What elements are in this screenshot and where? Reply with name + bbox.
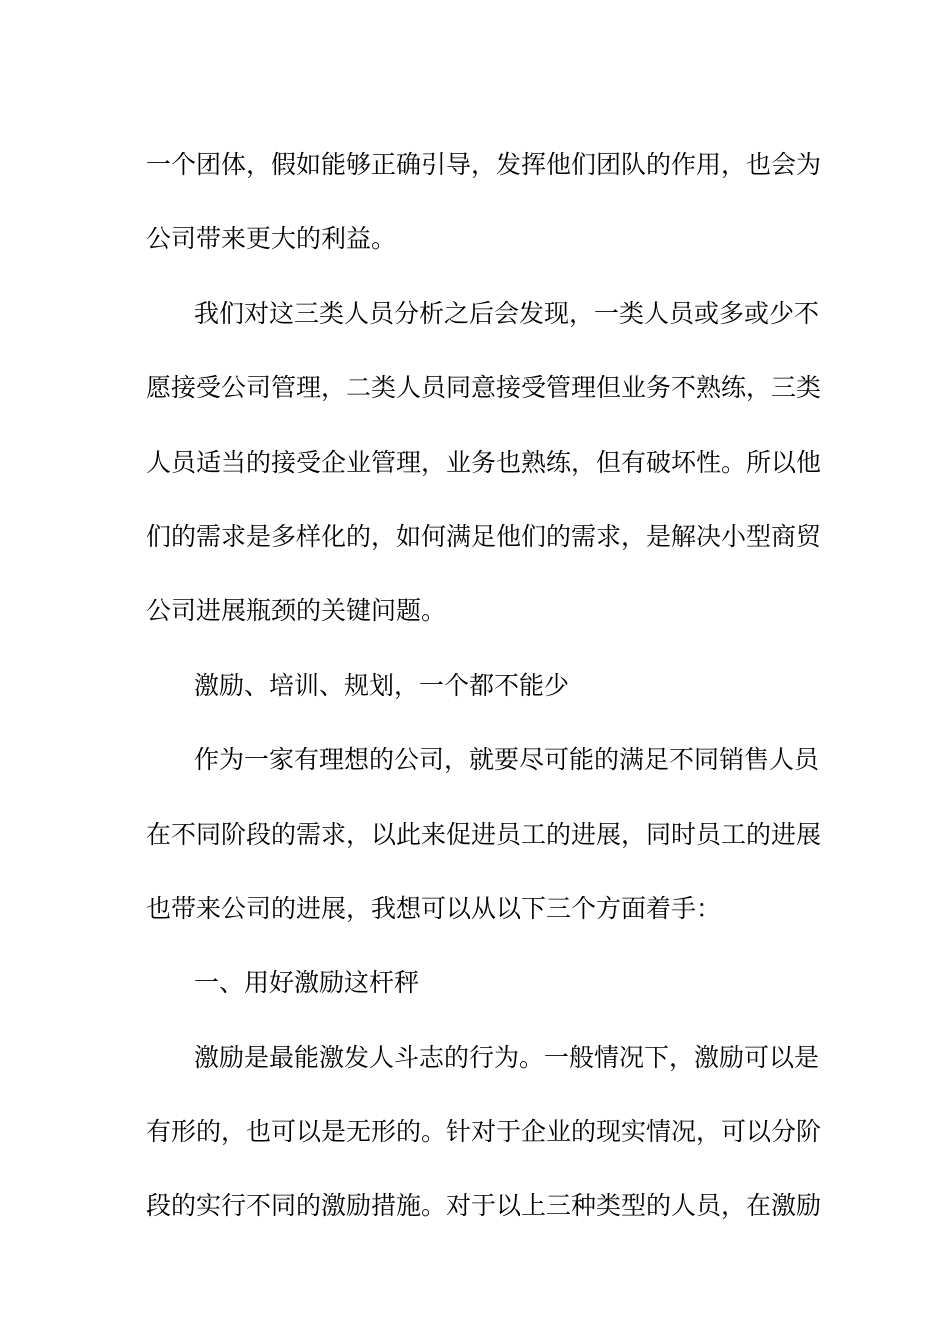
section-heading-incentive-training-planning: 激励、培训、规划，一个都不能少 [194, 670, 570, 700]
document-body [146, 128, 822, 1244]
text-line-1: 一个团体，假如能够正确引导，发挥他们团队的作用，也会为 [146, 150, 822, 179]
text-line-15: 段的实行不同的激励措施。对于以上三种类型的人员，在激励 [146, 1191, 822, 1221]
text-line-9: 作为一家有理想的公司，就要尽可能的满足不同销售人员 [194, 745, 820, 775]
text-line-2: 公司带来更大的利益。 [146, 224, 397, 254]
text-line-11: 也带来公司的进展，我想可以从以下三个方面着手： [146, 893, 722, 923]
text-line-7: 公司进展瓶颈的关键问题。 [146, 596, 447, 626]
text-line-13: 激励是最能激发人斗志的行为。一般情况下，激励可以是 [194, 1042, 820, 1072]
text-line-6: 们的需求是多样化的，如何满足他们的需求，是解决小型商贸 [146, 521, 822, 551]
text-line-3: 我们对这三类人员分析之后会发现，一类人员或多或少不 [194, 298, 820, 328]
text-line-14: 有形的，也可以是无形的。针对于企业的现实情况，可以分阶 [146, 1117, 822, 1147]
text-line-10: 在不同阶段的需求，以此来促进员工的进展，同时员工的进展 [146, 819, 822, 849]
section-heading-use-incentives: 一、用好激励这杆秤 [194, 968, 420, 998]
text-line-4: 愿接受公司管理，二类人员同意接受管理但业务不熟练，三类 [146, 373, 822, 403]
text-line-5: 人员适当的接受企业管理，业务也熟练，但有破坏性。所以他 [146, 447, 822, 477]
